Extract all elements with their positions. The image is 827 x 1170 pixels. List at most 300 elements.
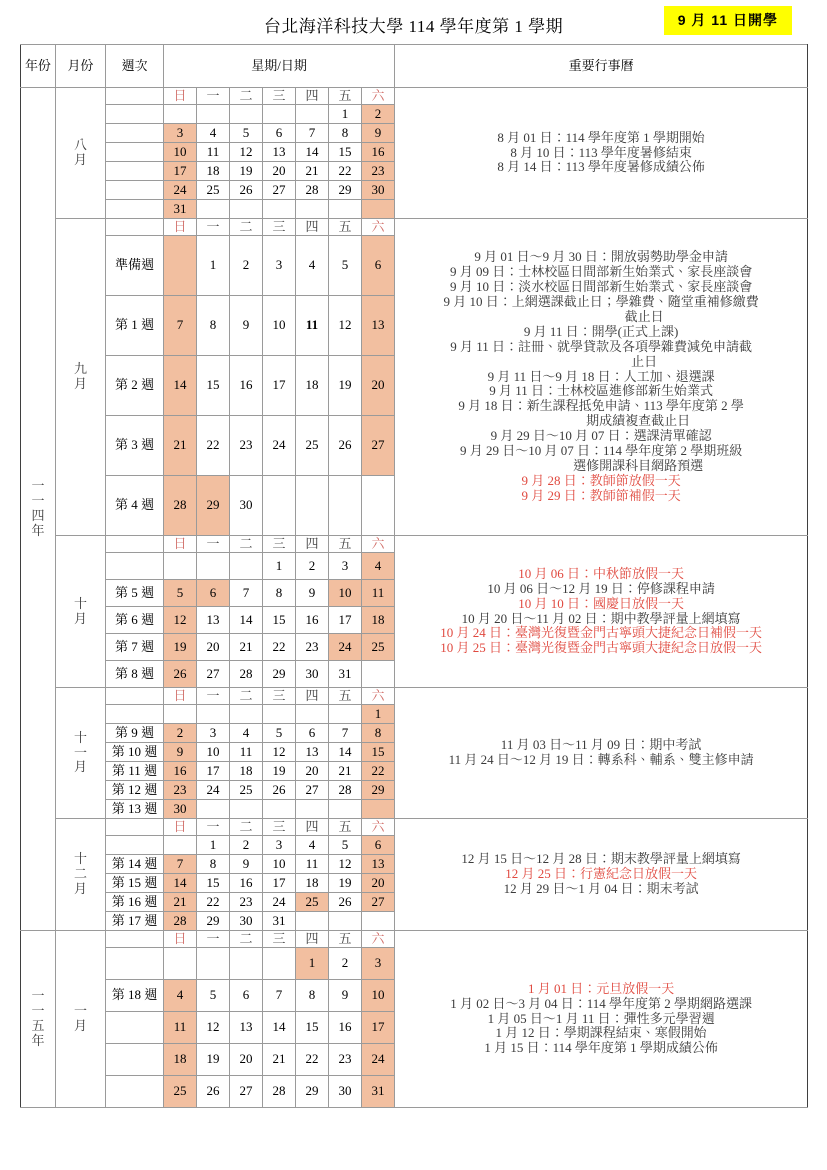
day-cell [296,912,329,931]
event-item: 9 月 29 日：教師節補假一天 [521,488,681,504]
day-cell [197,553,230,580]
week-label-w2: 第 2 週 [106,356,164,416]
day-cell: 27 [230,1076,263,1108]
event-item: 12 月 15 日～12 月 28 日：期末教學評量上網填寫 [461,851,741,867]
day-cell: 30 [362,181,395,200]
day-cell: 6 [362,236,395,296]
day-cell: 11 [362,580,395,607]
event-item: 9 月 09 日：士林校區日間部新生始業式、家長座談會 [449,263,753,279]
day-cell: 5 [263,724,296,743]
event-item: 截止日 [624,308,664,324]
weekday-header-三: 三 [263,931,296,948]
day-cell: 6 [197,580,230,607]
weekday-header-五: 五 [329,88,362,105]
week-label-w14: 第 14 週 [106,855,164,874]
day-cell: 17 [329,607,362,634]
weekday-header-三: 三 [263,688,296,705]
week-label-prep: 準備週 [106,236,164,296]
week-label-w3: 第 3 週 [106,416,164,476]
weekday-strip-row [21,688,808,705]
day-cell: 22 [362,762,395,781]
day-cell: 2 [296,553,329,580]
week-col-spacer-nov [106,688,164,705]
day-cell: 8 [329,124,362,143]
week-label-empty [106,105,164,124]
day-cell: 15 [362,743,395,762]
day-cell: 20 [362,356,395,416]
day-cell [296,476,329,536]
day-cell: 24 [263,893,296,912]
day-cell: 28 [164,476,197,536]
day-cell: 26 [329,893,362,912]
column-header-month: 月份 [56,45,106,88]
day-cell [230,553,263,580]
day-cell: 17 [263,356,296,416]
weekday-header-一: 一 [197,88,230,105]
events-cell-nov [395,688,808,819]
day-cell: 4 [296,236,329,296]
day-cell: 18 [296,356,329,416]
day-cell: 14 [263,1012,296,1044]
weekday-header-二: 二 [230,219,263,236]
day-cell: 23 [164,781,197,800]
day-cell: 12 [263,743,296,762]
day-cell: 6 [362,836,395,855]
day-cell: 29 [197,912,230,931]
day-cell: 23 [329,1044,362,1076]
day-cell: 13 [230,1012,263,1044]
day-cell [263,200,296,219]
event-item: 11 月 24 日～12 月 19 日：轉系科、輔系、雙主修申請 [448,752,754,767]
week-col-spacer-oct [106,536,164,553]
day-cell [329,800,362,819]
day-cell [164,236,197,296]
day-cell: 2 [362,105,395,124]
year-label-y114: 一 一 四 年 [21,88,56,931]
weekday-header-五: 五 [329,931,362,948]
day-cell: 16 [362,143,395,162]
events-cell-sep [395,219,808,536]
day-cell: 7 [263,980,296,1012]
weekday-header-三: 三 [263,219,296,236]
day-cell: 6 [263,124,296,143]
day-cell: 27 [197,661,230,688]
day-cell: 20 [197,634,230,661]
day-cell [263,800,296,819]
day-cell: 23 [362,162,395,181]
week-label-empty [106,124,164,143]
day-cell: 18 [197,162,230,181]
day-cell: 26 [197,1076,230,1108]
day-cell: 29 [296,1076,329,1108]
weekday-header-四: 四 [296,931,329,948]
day-cell [197,200,230,219]
day-cell: 7 [164,296,197,356]
event-item: 1 月 12 日：學期課程結束、寒假開始 [495,1025,707,1041]
day-cell: 9 [164,743,197,762]
day-cell: 12 [329,296,362,356]
weekday-header-一: 一 [197,219,230,236]
day-cell: 25 [362,634,395,661]
event-item: 8 月 14 日：113 學年度暑修成績公佈 [497,159,705,175]
event-item: 8 月 10 日：113 學年度暑修結束 [510,144,692,160]
day-cell: 3 [329,553,362,580]
day-cell: 22 [197,416,230,476]
day-cell: 11 [164,1012,197,1044]
day-cell [263,476,296,536]
day-cell: 29 [263,661,296,688]
day-cell: 21 [329,762,362,781]
event-item: 10 月 24 日：臺灣光復暨金門古寧頭大捷紀念日補假一天 [440,625,762,641]
week-label-empty [106,553,164,580]
day-cell: 31 [263,912,296,931]
day-cell: 1 [197,836,230,855]
day-cell: 28 [230,661,263,688]
day-cell: 25 [296,416,329,476]
day-cell: 20 [263,162,296,181]
day-cell: 9 [362,124,395,143]
page-title: 台北海洋科技大學 114 學年度第 1 學期 [263,17,564,36]
day-cell [164,948,197,980]
event-item: 9 月 11 日：註冊、就學貸款及各項學雜費減免申請截 [450,338,752,354]
day-cell: 8 [296,980,329,1012]
day-cell: 11 [197,143,230,162]
week-label-w15: 第 15 週 [106,874,164,893]
day-cell: 9 [230,296,263,356]
day-cell: 15 [197,356,230,416]
day-cell: 25 [197,181,230,200]
events-cell-aug [395,88,808,219]
day-cell: 3 [164,124,197,143]
day-cell: 4 [197,124,230,143]
day-cell: 29 [197,476,230,536]
day-cell: 30 [329,1076,362,1108]
week-label-w12: 第 12 週 [106,781,164,800]
day-cell: 22 [296,1044,329,1076]
day-cell: 3 [263,236,296,296]
day-cell: 24 [362,1044,395,1076]
day-cell: 21 [296,162,329,181]
event-item: 9 月 01 日～9 月 30 日：開放弱勢助學金申請 [474,249,728,265]
day-cell: 17 [197,762,230,781]
year-label-y115: 一 一 五 年 [21,931,56,1108]
day-cell: 18 [164,1044,197,1076]
event-item: 10 月 25 日：臺灣光復暨金門古寧頭大捷紀念日放假一天 [440,640,762,656]
weekday-header-五: 五 [329,688,362,705]
day-cell: 22 [197,893,230,912]
day-cell: 15 [263,607,296,634]
day-cell: 23 [296,634,329,661]
day-cell [230,200,263,219]
weekday-strip-row [21,931,808,948]
weekday-header-四: 四 [296,536,329,553]
day-cell: 14 [230,607,263,634]
month-label-nov: 十 一 月 [56,688,106,819]
day-cell: 13 [362,855,395,874]
day-cell: 13 [197,607,230,634]
weekday-header-三: 三 [263,536,296,553]
weekday-header-一: 一 [197,931,230,948]
day-cell: 27 [362,416,395,476]
day-cell [362,661,395,688]
events-cell-dec [395,819,808,931]
day-cell: 4 [362,553,395,580]
day-cell: 5 [230,124,263,143]
day-cell: 18 [296,874,329,893]
day-cell: 12 [164,607,197,634]
day-cell: 2 [230,836,263,855]
day-cell: 12 [197,1012,230,1044]
day-cell: 9 [230,855,263,874]
event-item: 10 月 06 日～12 月 19 日：停修課程申請 [487,580,715,596]
day-cell: 16 [296,607,329,634]
week-label-empty [106,836,164,855]
day-cell: 7 [164,855,197,874]
day-cell: 10 [362,980,395,1012]
day-cell: 24 [164,181,197,200]
weekday-header-四: 四 [296,688,329,705]
week-label-empty [106,181,164,200]
week-label-w4: 第 4 週 [106,476,164,536]
day-cell: 26 [263,781,296,800]
day-cell: 11 [296,855,329,874]
event-item: 9 月 29 日～10 月 07 日：114 學年度第 2 學期班級 [459,443,743,459]
weekday-header-一: 一 [197,819,230,836]
week-label-empty [106,200,164,219]
event-item: 9 月 18 日：新生課程抵免申請、113 學年度第 2 學 [458,398,744,414]
event-item: 1 月 15 日：114 學年度第 1 學期成績公佈 [484,1040,718,1056]
day-cell: 21 [164,416,197,476]
week-col-spacer-sep [106,219,164,236]
day-cell: 27 [296,781,329,800]
week-label-w6: 第 6 週 [106,607,164,634]
day-cell: 19 [329,356,362,416]
week-label-empty [106,705,164,724]
event-item: 9 月 28 日：教師節放假一天 [521,473,681,489]
page-header [20,0,807,44]
week-label-empty [106,948,164,980]
day-cell [230,105,263,124]
weekday-header-六: 六 [362,819,395,836]
weekday-header-日: 日 [164,88,197,105]
week-label-w13: 第 13 週 [106,800,164,819]
events-cell-oct [395,536,808,688]
day-cell: 15 [197,874,230,893]
day-cell: 25 [296,893,329,912]
day-cell: 29 [329,181,362,200]
week-label-w17: 第 17 週 [106,912,164,931]
event-item: 9 月 29 日～10 月 07 日：選課清單確認 [490,428,712,444]
day-cell: 7 [329,724,362,743]
day-cell: 16 [329,1012,362,1044]
day-cell: 14 [164,356,197,416]
week-label-empty [106,143,164,162]
month-label-sep: 九 月 [56,219,106,536]
event-item: 9 月 10 日：淡水校區日間部新生始業式、家長座談會 [449,278,753,294]
event-item: 11 月 03 日～11 月 09 日：期中考試 [500,737,702,753]
day-cell [164,553,197,580]
week-label-empty [106,1044,164,1076]
day-cell: 4 [296,836,329,855]
day-cell [197,705,230,724]
day-cell: 10 [263,296,296,356]
day-cell: 14 [296,143,329,162]
day-cell: 14 [329,743,362,762]
day-cell [296,200,329,219]
weekday-header-日: 日 [164,819,197,836]
day-cell: 24 [263,416,296,476]
week-label-w9: 第 9 週 [106,724,164,743]
day-cell: 16 [164,762,197,781]
day-cell: 22 [329,162,362,181]
weekday-header-五: 五 [329,219,362,236]
day-cell: 5 [329,836,362,855]
day-cell: 25 [164,1076,197,1108]
day-cell [296,705,329,724]
day-cell [263,948,296,980]
day-cell: 5 [164,580,197,607]
day-cell: 25 [230,781,263,800]
day-cell: 21 [263,1044,296,1076]
table-header-row [21,45,808,88]
day-cell: 26 [329,416,362,476]
day-cell: 9 [296,580,329,607]
day-cell: 8 [362,724,395,743]
day-cell: 21 [230,634,263,661]
weekday-header-二: 二 [230,688,263,705]
weekday-header-日: 日 [164,688,197,705]
day-cell: 27 [263,181,296,200]
day-cell: 8 [263,580,296,607]
week-col-spacer-dec [106,819,164,836]
day-cell: 7 [230,580,263,607]
day-cell [263,705,296,724]
day-cell: 20 [362,874,395,893]
day-cell: 21 [164,893,197,912]
day-cell [329,476,362,536]
day-cell: 13 [296,743,329,762]
day-cell: 11 [296,296,329,356]
day-cell [296,800,329,819]
day-cell: 10 [263,855,296,874]
event-item: 9 月 10 日：上網選課截止日；學雜費、隨堂重補修繳費 [443,293,759,309]
day-cell: 1 [362,705,395,724]
week-label-w1: 第 1 週 [106,296,164,356]
day-cell [329,200,362,219]
day-cell: 1 [263,553,296,580]
day-cell: 19 [329,874,362,893]
day-cell: 19 [263,762,296,781]
weekday-header-日: 日 [164,536,197,553]
day-cell: 2 [329,948,362,980]
month-label-dec: 十 二 月 [56,819,106,931]
event-item: 8 月 01 日：114 學年度第 1 學期開始 [497,129,705,145]
day-cell [230,800,263,819]
status-badge: 9 月 11 日開學 [664,6,792,35]
weekday-header-二: 二 [230,931,263,948]
month-label-oct: 十 月 [56,536,106,688]
day-cell [362,912,395,931]
day-cell: 16 [230,356,263,416]
weekday-header-四: 四 [296,88,329,105]
day-cell: 3 [263,836,296,855]
day-cell: 20 [296,762,329,781]
week-label-empty [106,162,164,181]
day-cell: 6 [230,980,263,1012]
day-cell: 4 [230,724,263,743]
day-cell [296,105,329,124]
week-col-spacer-aug [106,88,164,105]
day-cell [197,105,230,124]
events-cell-jan [395,931,808,1108]
day-cell [329,705,362,724]
day-cell: 17 [362,1012,395,1044]
day-cell: 17 [164,162,197,181]
day-cell: 5 [329,236,362,296]
event-item: 1 月 05 日～1 月 11 日：彈性多元學習週 [487,1010,715,1026]
day-cell: 23 [230,416,263,476]
day-cell: 28 [329,781,362,800]
day-cell [329,912,362,931]
event-item: 9 月 11 日～9 月 18 日：人工加、退選課 [487,368,715,384]
day-cell [362,200,395,219]
event-item: 選修開課科目網路預選 [573,458,704,474]
day-cell [164,105,197,124]
day-cell: 1 [296,948,329,980]
day-cell: 13 [362,296,395,356]
day-cell [164,705,197,724]
weekday-strip-row [21,88,808,105]
day-cell: 30 [230,912,263,931]
day-cell: 18 [230,762,263,781]
day-cell: 24 [329,634,362,661]
week-label-w5: 第 5 週 [106,580,164,607]
event-item: 12 月 25 日：行憲紀念日放假一天 [505,866,697,882]
column-header-year: 年份 [21,45,56,88]
day-cell: 31 [329,661,362,688]
day-cell: 2 [164,724,197,743]
event-item: 10 月 20 日～11 月 02 日：期中教學評量上網填寫 [461,610,741,626]
day-cell [362,800,395,819]
day-cell [197,800,230,819]
day-cell: 30 [164,800,197,819]
day-cell: 6 [296,724,329,743]
day-cell: 22 [263,634,296,661]
weekday-header-六: 六 [362,931,395,948]
weekday-header-六: 六 [362,688,395,705]
day-cell: 31 [164,200,197,219]
day-cell [197,948,230,980]
event-item: 期成績複查截止日 [586,413,691,429]
event-item: 10 月 06 日：中秋節放假一天 [518,565,684,581]
day-cell: 19 [164,634,197,661]
week-label-empty [106,1012,164,1044]
day-cell [164,836,197,855]
week-label-empty [106,1076,164,1108]
day-cell: 26 [230,181,263,200]
week-label-w16: 第 16 週 [106,893,164,912]
day-cell: 4 [164,980,197,1012]
day-cell: 11 [230,743,263,762]
column-header-weekday-date: 星期/日期 [164,45,395,88]
day-cell: 3 [362,948,395,980]
day-cell: 27 [362,893,395,912]
day-cell: 30 [296,661,329,688]
week-label-w10: 第 10 週 [106,743,164,762]
day-cell: 8 [197,296,230,356]
event-item: 1 月 01 日：元旦放假一天 [527,980,675,996]
day-cell: 15 [329,143,362,162]
